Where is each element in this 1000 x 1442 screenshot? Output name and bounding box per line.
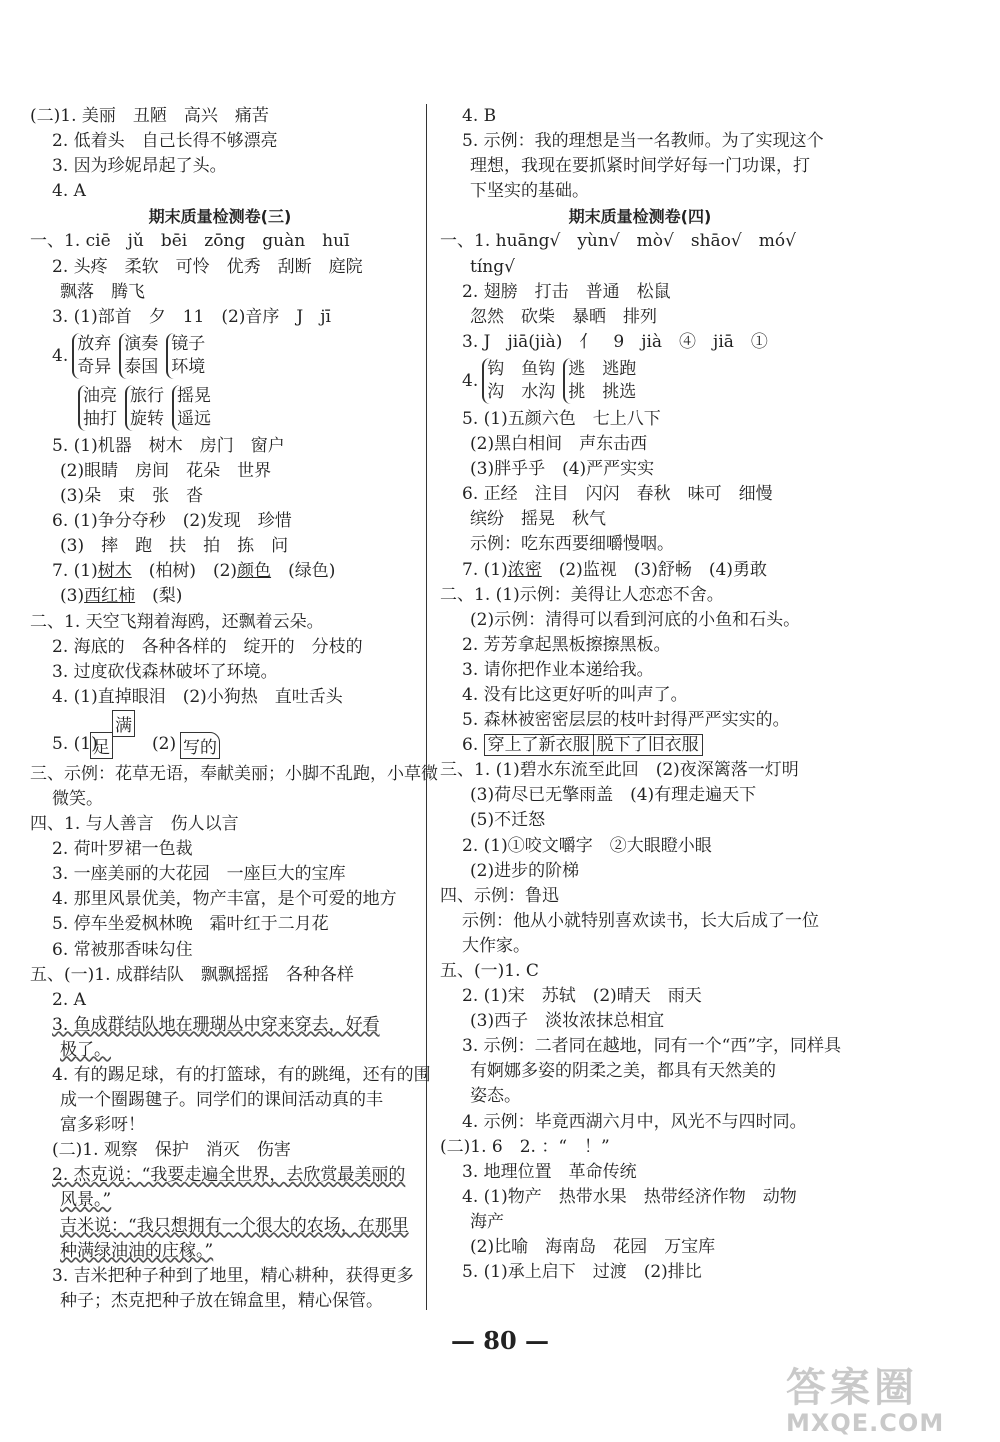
brace-item: 泰国: [124, 356, 159, 377]
answer-line: [30, 559, 410, 584]
brace-group: [166, 333, 205, 379]
answer-line: 3. 示例：二者同在越地，同有一个“西”字，同样具: [462, 1036, 842, 1057]
answer-line: 6. 常被那香味勾住: [52, 939, 193, 960]
question-number: 4.: [52, 345, 69, 366]
answer-line: 2. 翅膀 打击 普通 松鼠: [462, 281, 671, 302]
brace-group: [172, 385, 211, 431]
answer-line: 2. A: [52, 989, 86, 1010]
answer-line: 3. 过度砍伐森林破坏了环境。: [52, 661, 278, 682]
answer-line: (5)不迁怒: [470, 810, 546, 831]
answer-line: 有婀娜多姿的阴柔之美，都具有天然美的: [470, 1061, 776, 1082]
answer-line: 5. (1)五颜六色 七上八下: [462, 408, 661, 429]
answer-line: 3. J jiā(jià) 亻 9 jià ④ jiā ①: [462, 331, 768, 352]
answer-text: (梨): [152, 586, 183, 607]
answer-line: 6. (1)争分夺秒 (2)发现 珍惜: [52, 511, 292, 532]
answer-line: 3. (1)部首 夕 11 (2)音序 J jī: [52, 306, 331, 327]
answer-line: 3. 一座美丽的大花园 一座巨大的宝库: [52, 864, 346, 885]
brace-group-row-1: [30, 330, 410, 382]
answer-line: 理想，我现在要抓紧时间学好每一门功课，打: [470, 156, 810, 177]
answer-line: 示例：他从小就特别喜欢读书，长大后成了一位: [462, 910, 819, 931]
answer-text: (2): [152, 733, 177, 754]
answer-line: 4. (1)物产 热带水果 热带经济作物 动物: [462, 1186, 797, 1207]
brace-group-row: [440, 355, 840, 407]
brace-item: 镜子: [171, 333, 206, 354]
brace-item: 沟 水沟: [487, 381, 556, 402]
brace-group: [482, 358, 555, 404]
answer-line: 6. 正经 注目 闪闪 春秋 味可 细慢: [462, 484, 773, 505]
question-number: 4.: [462, 370, 479, 391]
answer-line: 2. 头疼 柔软 可怜 优秀 刮断 庭院: [52, 256, 363, 277]
brace-item: 环境: [171, 356, 206, 377]
answer-line: 5. 示例：我的理想是当一名教师。为了实现这个: [462, 131, 824, 152]
brace-item: 放弃: [77, 333, 112, 354]
answer-line: (2)比喻 海南岛 花园 万宝库: [470, 1237, 716, 1258]
boxed-answer: 穿上了新衣服: [484, 734, 594, 756]
underlined-word: 颜色: [237, 561, 272, 582]
answer-line: 海产: [470, 1211, 504, 1232]
question-number: 5. (1): [52, 733, 98, 754]
answer-line: 五、(一)1. C: [440, 961, 539, 981]
answer-line: (二)1. 6 2. ：“ ！”: [440, 1136, 610, 1157]
column-divider: [426, 104, 427, 1310]
answer-line: 5. (1)承上启下 过渡 (2)排比: [462, 1262, 702, 1283]
answer-line: (2)眼睛 房间 花朵 世界: [60, 460, 272, 481]
answer-line: 成一个圈踢毽子。同学们的课间活动真的丰: [60, 1090, 383, 1111]
underlined-word: 树木: [97, 561, 132, 582]
underlined-word: 浓密: [507, 559, 542, 580]
answer-text: (绿色): [288, 561, 336, 582]
brace-group: [72, 333, 111, 379]
watermark-url: MXQE.COM: [786, 1409, 945, 1437]
answer-line: 二、1. 天空飞翔着海鸥，还飘着云朵。: [30, 611, 324, 632]
correction-marks: [30, 710, 410, 762]
left-column: [30, 104, 438, 1314]
brace-group-row-2: [30, 382, 410, 434]
underlined-word: 西红柿: [84, 586, 136, 607]
answer-line: (2)示例：清得可以看到河底的小鱼和石头。: [470, 609, 801, 630]
answer-line: 富多彩呀！: [60, 1115, 145, 1136]
answer-line: 3. 请你把作业本递给我。: [462, 659, 654, 680]
answer-line: [440, 733, 840, 758]
answer-line: 大作家。: [462, 935, 530, 956]
answer-line: (二)1. 观察 保护 消灭 伤害: [52, 1140, 291, 1161]
brace-item: 逃 逃跑: [568, 358, 637, 379]
answer-line: 四、1. 与人善言 伤人以言: [30, 814, 239, 835]
watermark-text: 答案圈: [786, 1365, 918, 1411]
answer-line: [30, 584, 410, 609]
answer-line: 4. (1)直掉眼泪 (2)小狗热 直吐舌头: [52, 686, 343, 707]
answer-line: 4. 有的踢足球，有的打篮球，有的跳绳，还有的围: [52, 1065, 431, 1085]
right-column: [440, 104, 840, 1285]
answer-line: 飘落 腾飞: [60, 281, 145, 302]
section-title: 期末质量检测卷(三): [148, 207, 292, 227]
answer-line: 2. 低着头 自己长得不够漂亮: [52, 131, 278, 152]
answer-line: (2)黑白相间 声东击西: [470, 434, 648, 455]
watermark-logo: [786, 1356, 986, 1436]
question-number: 6.: [462, 735, 479, 756]
brace-item: 摇晃: [177, 385, 211, 406]
answer-line: 示例：吃东西要细嚼慢咽。: [470, 534, 674, 555]
brace-item: 奇异: [77, 356, 112, 377]
answer-line: 2. 杰克说：“我要走遍全世界，去欣赏最美丽的: [52, 1165, 406, 1186]
answer-line: 四、示例：鲁迅: [440, 885, 559, 906]
answer-line: 4. B: [462, 106, 497, 126]
answer-line: (3)朵 束 张 沓: [60, 486, 204, 507]
answer-line: 二、1. (1)示例：美得让人恋恋不舍。: [440, 584, 724, 605]
answer-line: (2)进步的阶梯: [470, 860, 580, 881]
answer-line: 微笑。: [52, 788, 103, 809]
answer-line: 五、(一)1. 成群结队 飘飘摇摇 各种各样: [30, 964, 354, 985]
answer-line: 3. 因为珍妮昂起了头。: [52, 156, 227, 177]
answer-line: 3. 吉米把种子种到了地里，精心耕种，获得更多: [52, 1265, 414, 1286]
answer-text: (2)监视 (3)舒畅 (4)勇敢: [558, 559, 767, 580]
answer-line: 吉米说：“我只想拥有一个很大的农场，在那里: [60, 1215, 409, 1236]
brace-group: [563, 358, 636, 404]
answer-line: 种满绿油油的庄稼。”: [60, 1240, 214, 1261]
answer-line: (3) 摔 跑 扶 拍 拣 问: [60, 536, 289, 557]
answer-line: 缤纷 摇晃 秋气: [470, 509, 606, 530]
answer-line: 三、1. (1)碧水东流至此回 (2)夜深篱落一灯明: [440, 760, 799, 781]
brace-item: 旅行: [130, 385, 164, 406]
answer-line: 4. 没有比这更好听的叫声了。: [462, 684, 688, 705]
deleted-text: 写的: [180, 732, 220, 759]
answer-line: 极了。: [60, 1039, 111, 1060]
brace-item: 油亮: [83, 385, 117, 406]
answer-line: (二)1. 美丽 丑陋 高兴 痛苦: [30, 106, 269, 126]
brace-item: 挑 挑选: [568, 381, 637, 402]
answer-text: 7. (1): [52, 561, 98, 582]
page-number-value: 80: [483, 1326, 517, 1355]
answer-text: (柏树) (2): [148, 561, 238, 582]
brace-item: 遥远: [177, 408, 211, 429]
answer-line: 2. (1)①咬文嚼字 ②大眼瞪小眼: [462, 835, 712, 856]
answer-line: 5. (1)机器 树木 房门 窗户: [52, 435, 285, 456]
answer-line: 2. 芳芳拿起黑板擦擦黑板。: [462, 634, 671, 655]
answer-line: 4. A: [52, 181, 86, 202]
section-title: 期末质量检测卷(四): [568, 207, 712, 227]
answer-line: 4. 那里风景优美，物产丰富，是个可爱的地方: [52, 889, 397, 910]
answer-line: 2. 荷叶罗裙一色裁: [52, 839, 193, 860]
brace-item: 钩 鱼钩: [487, 358, 556, 379]
brace-item: 旋转: [130, 408, 164, 429]
answer-line: 种子；杰克把种子放在锦盒里，精心保管。: [60, 1290, 383, 1311]
answer-line: 3. 地理位置 革命传统: [462, 1161, 637, 1182]
answer-text: (3): [60, 586, 85, 607]
brace-group: [78, 385, 117, 431]
brace-item: 演奏: [124, 333, 159, 354]
answer-line: 一、1. ciē jǔ bēi zōng guàn huī: [30, 231, 350, 252]
answer-line: 2. 海底的 各种各样的 绽开的 分枝的: [52, 636, 363, 657]
brace-group: [125, 385, 164, 431]
answer-line: tíng√: [470, 256, 515, 277]
brace-group: [119, 333, 158, 379]
answer-line: (3)西子 淡妆浓抹总相宜: [470, 1011, 665, 1032]
page-number: — 80 —: [450, 1326, 550, 1355]
answer-line: 一、1. huāng√ yùn√ mò√ shāo√ mó√: [440, 231, 796, 252]
boxed-char: 足: [90, 732, 113, 759]
answer-line: 三、示例：花草无语，奉献美丽；小脚不乱跑，小草微: [30, 763, 438, 784]
answer-line: 姿态。: [470, 1086, 521, 1107]
answer-line: 忽然 砍柴 暴晒 排列: [470, 306, 657, 327]
answer-line: 风景。”: [60, 1190, 112, 1211]
boxed-answer: 脱下了旧衣服: [594, 734, 703, 756]
answer-line: 4. 示例：毕竟西湖六月中，风光不与四时同。: [462, 1111, 807, 1132]
answer-line: (3)胖乎乎 (4)严严实实: [470, 459, 655, 480]
answer-line: [440, 558, 840, 583]
answer-line: 3. 鱼成群结队地在珊瑚丛中穿来穿去，好看: [52, 1014, 380, 1035]
insert-char: 满: [112, 710, 135, 737]
answer-line: 下坚实的基础。: [470, 181, 589, 202]
answer-line: 5. 停车坐爱枫林晚 霜叶红于二月花: [52, 914, 329, 935]
answer-line: (3)荷尽已无擎雨盖 (4)有理走遍天下: [470, 785, 757, 806]
brace-item: 抽打: [83, 408, 117, 429]
answer-line: 5. 森林被密密层层的枝叶封得严严实实的。: [462, 710, 790, 731]
answer-text: 7. (1): [462, 559, 508, 580]
answer-line: 2. (1)宋 苏轼 (2)晴天 雨天: [462, 986, 702, 1007]
